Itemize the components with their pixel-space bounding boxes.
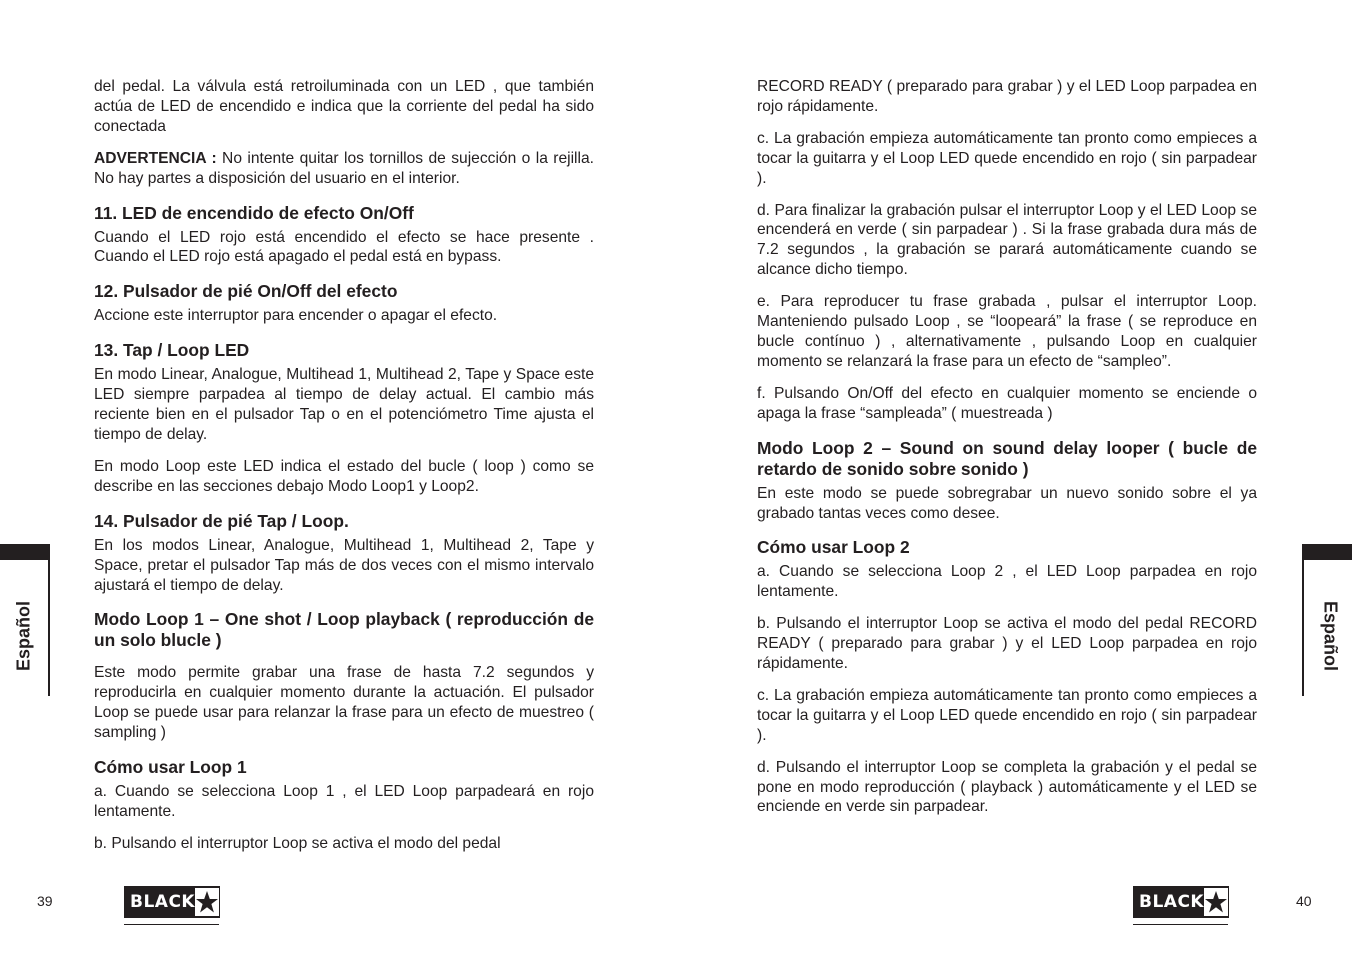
warning-label: ADVERTENCIA : (94, 149, 217, 167)
brand-logo-left (124, 886, 220, 918)
warning-paragraph (94, 149, 594, 189)
paragraph-loop-1: Este modo permite grabar una frase de hasta 7.2 segundos y reproducirla en cualquier momento durante la actuación. El pulsador Loop se puede usar para relanzar la frase para un efecto de muestreo ( sampling ) (94, 664, 594, 742)
footer-rule-right (1133, 924, 1228, 925)
paragraph-11: Cuando el LED rojo está encendido el efecto se hace presente . Cuando el LED rojo está apagado el pedal está en bypass. (94, 228, 594, 266)
paragraph-13a: En modo Linear, Analogue, Multihead 1, Multihead 2, Tape y Space este LED siempre parpadea al tiempo de delay actual. El cambio más reciente bien en el pulsador Tap o en el potenciómetro Time ajusta el tiempo de delay. (94, 366, 594, 443)
paragraph-c: c. La grabación empieza automáticamente tan pronto como empieces a tocar la guitarra y el Loop LED quede encendido en rojo ( sin parpadear ). (757, 129, 1257, 187)
star-icon (195, 888, 219, 916)
paragraph-use-2a: a. Cuando se selecciona Loop 2 , el LED Loop parpadea en rojo lentamente. (757, 563, 1257, 601)
paragraph-use-2c: c. La grabación empieza automáticamente tan pronto como empieces a tocar la guitarra y el Loop LED quede encendido en rojo ( sin parpadear ). (757, 686, 1257, 744)
heading-loop-2: Modo Loop 2 – Sound on sound delay looper ( bucle de retardo de sonido sobre sonido ) (757, 437, 1257, 479)
language-tab-right (1302, 544, 1352, 696)
footer-rule-left (124, 924, 219, 925)
language-tab-label: Español (1320, 600, 1341, 672)
brand-logo-right (1133, 886, 1229, 918)
left-page-column (94, 77, 594, 866)
paragraph-use-2b: b. Pulsando el interruptor Loop se activa el modo del pedal RECORD READY ( preparado para grabar ) y el LED Loop parpadea en rojo rápidamente. (757, 615, 1257, 673)
heading-loop-1: Modo Loop 1 – One shot / Loop playback ( reproducción de un solo blucle ) (94, 609, 594, 651)
paragraph-f: f. Pulsando On/Off del efecto en cualquier momento se enciende o apaga la frase “sampleada” ( muestreada ) (757, 384, 1257, 422)
heading-12: 12. Pulsador de pié On/Off del efecto (94, 281, 398, 302)
heading-use-loop-1: Cómo usar Loop 1 (94, 757, 247, 778)
language-tab-left (0, 544, 50, 696)
page-number-right: 40 (1296, 893, 1312, 909)
warning-text: No intente quitar los tornillos de sujección o la rejilla. No hay partes a disposición del usuario en el interior. (94, 149, 594, 187)
paragraph-e: e. Para reproducer tu frase grabada , pulsar el interruptor Loop. Manteniendo pulsado Loop , se “loopeará” la frase ( se reproduce en bucle contínuo ) , alternativamente , pulsando Loop en cualquier momento se relanzará la frase para un efecto de “sampleo”. (757, 293, 1257, 370)
heading-13: 13. Tap / Loop LED (94, 340, 250, 361)
paragraph-loop-2: En este modo se puede sobregrabar un nuevo sonido sobre el ya grabado tantas veces como desee. (757, 484, 1257, 522)
logo-wordmark: BLACK (130, 892, 196, 912)
paragraph-use-1a: a. Cuando se selecciona Loop 1 , el LED Loop parpadeará en rojo lentamente. (94, 783, 594, 820)
language-tab-label: Español (13, 600, 34, 672)
paragraph-d: d. Para finalizar la grabación pulsar el interruptor Loop y el LED Loop se encenderá en verde ( sin parpadear ) . Si la frase grabada dura más de 7.2 segundos , la grabación se parará automáticamente cuando se alcance dicho tiempo. (757, 201, 1257, 279)
heading-14: 14. Pulsador de pié Tap / Loop. (94, 510, 349, 531)
paragraph-use-2d: d. Pulsando el interruptor Loop se completa la grabación y el pedal se pone en modo reproducción ( playback ) automáticamente y el LED se enciende en verde sin parpadear. (757, 758, 1257, 816)
paragraph-13b: En modo Loop este LED indica el estado del bucle ( loop ) como se describe en las secciones debajo Modo Loop1 y Loop2. (94, 457, 594, 495)
paragraph-record-ready: RECORD READY ( preparado para grabar ) y el LED Loop parpadea en rojo rápidamente. (757, 78, 1257, 115)
star-icon (1204, 888, 1228, 916)
paragraph-use-1b: b. Pulsando el interruptor Loop se activa el modo del pedal (94, 834, 501, 852)
page-number-left: 39 (37, 893, 53, 909)
paragraph-12: Accione este interruptor para encender o apagar el efecto. (94, 307, 498, 325)
paragraph-14: En los modos Linear, Analogue, Multihead 1, Multihead 2, Tape y Space, pretar el pulsador Tap más de dos veces con el mismo intervalo ajustará el tiempo de delay. (94, 536, 594, 594)
logo-wordmark: BLACK (1139, 892, 1205, 912)
heading-use-loop-2: Cómo usar Loop 2 (757, 537, 910, 558)
paragraph-valve: del pedal. La válvula está retroiluminada con un LED , que también actúa de LED de encendido e indica que la corriente del pedal ha sido conectada (94, 78, 594, 135)
heading-11: 11. LED de encendido de efecto On/Off (94, 202, 414, 223)
right-page-column (757, 77, 1257, 829)
